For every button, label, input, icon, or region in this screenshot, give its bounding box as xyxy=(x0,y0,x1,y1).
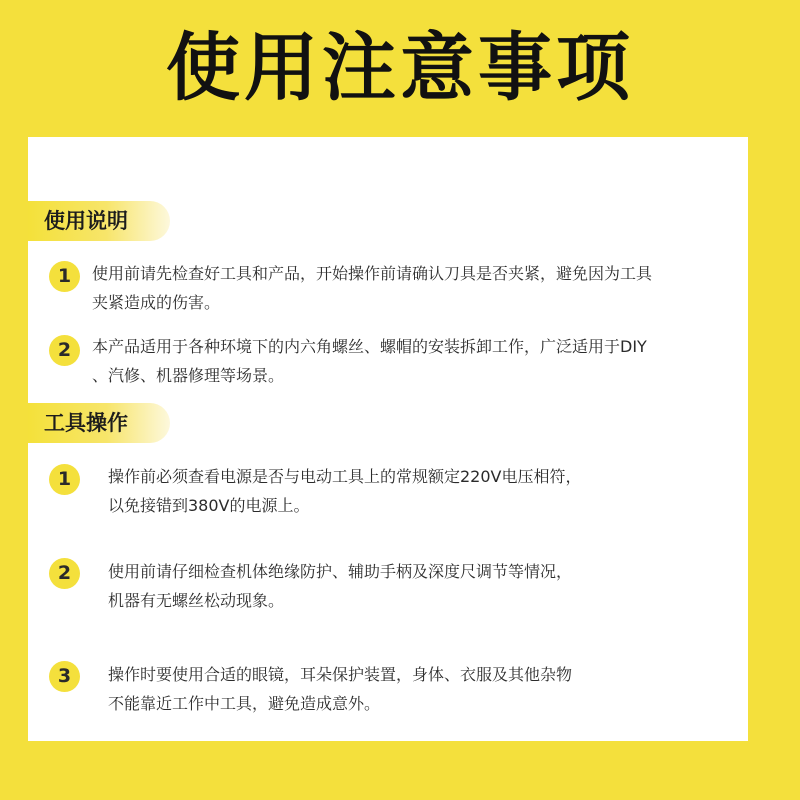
list-item xyxy=(108,557,572,615)
item-line: 夹紧造成的伤害。 xyxy=(92,293,221,312)
section-heading-usage xyxy=(28,201,170,241)
list-item xyxy=(108,660,572,718)
item-line: 机器有无螺丝松动现象。 xyxy=(108,591,285,610)
section-heading-operation xyxy=(28,403,170,443)
number-badge: 3 xyxy=(49,661,80,692)
number-badge: 2 xyxy=(49,558,80,589)
number-badge: 1 xyxy=(49,464,80,495)
item-line: 不能靠近工作中工具，避免造成意外。 xyxy=(108,694,381,713)
item-line: 使用前请仔细检查机体绝缘防护、辅助手柄及深度尺调节等情况， xyxy=(108,562,573,581)
notice-card xyxy=(28,137,748,741)
page-title: 使用注意事项 xyxy=(166,25,634,111)
list-item xyxy=(92,259,652,317)
item-line: 、汽修、机器修理等场景。 xyxy=(92,366,285,385)
item-line: 使用前请先检查好工具和产品，开始操作前请确认刀具是否夹紧，避免因为工具 xyxy=(92,264,653,283)
number-badge: 1 xyxy=(49,261,80,292)
item-line: 本产品适用于各种环境下的内六角螺丝、螺帽的安装拆卸工作，广泛适用于DIY xyxy=(92,337,647,356)
section-heading-label: 工具操作 xyxy=(44,411,128,435)
list-item xyxy=(92,332,647,390)
list-item xyxy=(108,462,582,520)
item-line: 操作时要使用合适的眼镜，耳朵保护装置，身体、衣服及其他杂物 xyxy=(108,665,573,684)
number-badge: 2 xyxy=(49,335,80,366)
item-line: 操作前必须查看电源是否与电动工具上的常规额定220V电压相符， xyxy=(108,467,582,486)
section-heading-label: 使用说明 xyxy=(44,209,128,233)
item-line: 以免接错到380V的电源上。 xyxy=(108,496,310,515)
